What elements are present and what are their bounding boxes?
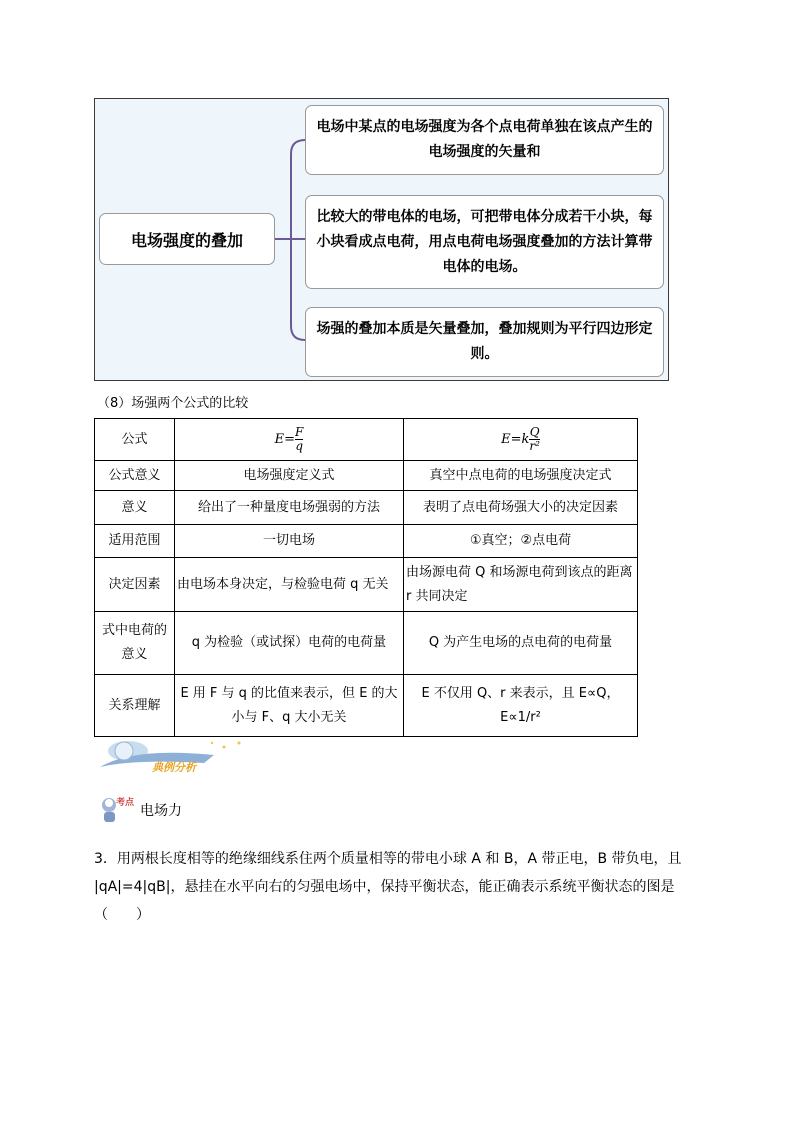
table-cell: 真空中点电荷的电场强度决定式 bbox=[404, 461, 638, 491]
mindmap-node-1: 电场中某点的电场强度为各个点电荷单独在该点产生的电场强度的矢量和 bbox=[305, 105, 664, 175]
table-cell: 由电场本身决定，与检验电荷 q 无关 bbox=[175, 558, 404, 612]
table-row bbox=[95, 525, 638, 558]
mindmap-node-2: 比较大的带电体的电场，可把带电体分成若干小块，每小块看成点电荷，用点电荷电场强度叠加的方法计算带电体的电场。 bbox=[305, 195, 664, 289]
table-cell: ①真空；②点电荷 bbox=[404, 525, 638, 558]
table-cell-label: 公式意义 bbox=[95, 461, 175, 491]
kaodian-label: 考点 bbox=[116, 798, 135, 808]
table-cell-label: 关系理解 bbox=[95, 675, 175, 737]
table-row bbox=[95, 558, 638, 612]
table-row bbox=[95, 675, 638, 737]
table-cell: 给出了一种量度电场强弱的方法 bbox=[175, 491, 404, 525]
table-cell-label: 适用范围 bbox=[95, 525, 175, 558]
formula-point-charge: E=k $\frac{Q}{\text{r²}}$ bbox=[404, 419, 638, 461]
table-row bbox=[95, 419, 638, 461]
table-cell-label: 公式 bbox=[95, 419, 175, 461]
table-row bbox=[95, 491, 638, 525]
table-row bbox=[95, 461, 638, 491]
table-cell-label: 决定因素 bbox=[95, 558, 175, 612]
mindmap-node-3: 场强的叠加本质是矢量叠加，叠加规则为平行四边形定则。 bbox=[305, 307, 664, 377]
table-cell: q 为检验（或试探）电荷的电荷量 bbox=[175, 612, 404, 675]
table-cell-label: 意义 bbox=[95, 491, 175, 525]
mindmap-root: 电场强度的叠加 bbox=[99, 213, 275, 265]
table-cell: 一切电场 bbox=[175, 525, 404, 558]
table-cell: 表明了点电荷场强大小的决定因素 bbox=[404, 491, 638, 525]
mindmap-panel bbox=[94, 98, 669, 381]
formula-comparison-table bbox=[94, 418, 638, 737]
question-text: 3．用两根长度相等的绝缘细线系住两个质量相等的带电小球 A 和 B，A 带正电，B 带负电，且 |qA|=4|qB|，悬挂在水平向右的匀强电场中，保持平衡状态，能正确表示系统平衡状态的图是（ ） bbox=[94, 851, 682, 923]
example-analysis-logo bbox=[94, 737, 264, 777]
table-cell: E 不仅用 Q、r 来表示，且 E∝Q，E∝1/r² bbox=[404, 675, 638, 737]
table-row bbox=[95, 612, 638, 675]
table-cell: 电场强度定义式 bbox=[175, 461, 404, 491]
formula-definition: E= $\frac{F}{q}$ bbox=[175, 419, 404, 461]
table-caption: （8）场强两个公式的比较 bbox=[97, 396, 249, 411]
kaodian-icon bbox=[98, 791, 135, 825]
logo-text: 典例分析 bbox=[152, 761, 196, 774]
table-cell-label: 式中电荷的意义 bbox=[95, 612, 175, 675]
topic-title: 电场力 bbox=[140, 803, 182, 819]
table-cell: Q 为产生电场的点电荷的电荷量 bbox=[404, 612, 638, 675]
table-cell: 由场源电荷 Q 和场源电荷到该点的距离 r 共同决定 bbox=[404, 558, 638, 612]
table-cell: E 用 F 与 q 的比值来表示，但 E 的大小与 F、q 大小无关 bbox=[175, 675, 404, 737]
